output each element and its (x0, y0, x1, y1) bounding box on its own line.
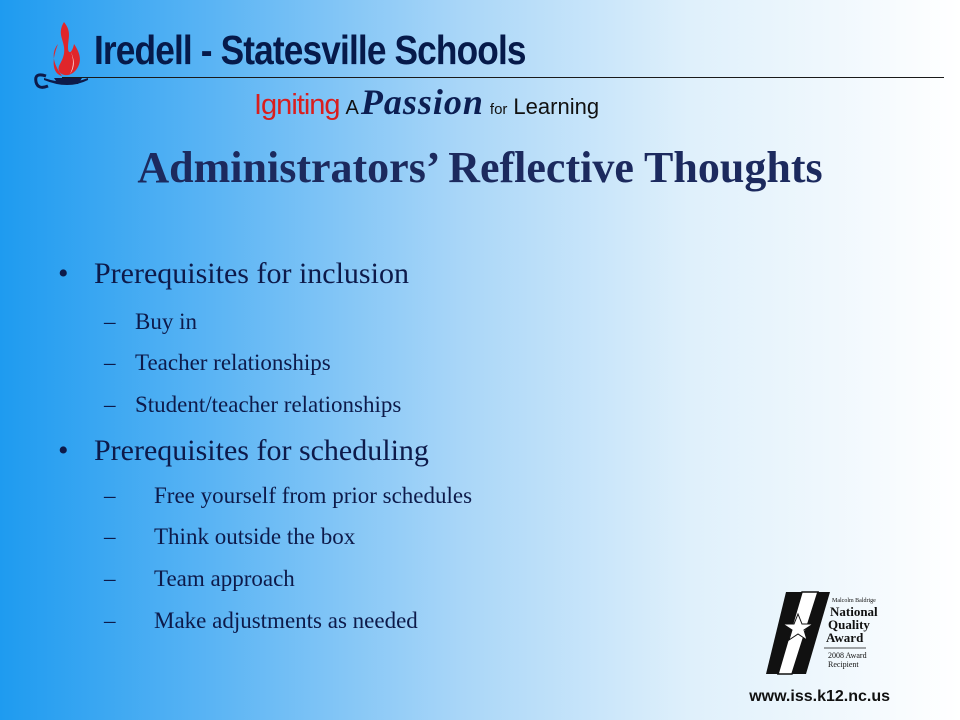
bullet-heading-label: Prerequisites for scheduling (94, 434, 429, 467)
bullet-dot: • (58, 434, 69, 467)
award-line-2: National (830, 604, 878, 619)
sub-bullet-dash: – (104, 524, 116, 549)
bullet-heading-scheduling (58, 436, 429, 466)
tagline-for: for (489, 101, 508, 118)
baldrige-award-logo-icon (766, 590, 884, 676)
sub-bullet-label: Team approach (154, 566, 295, 591)
flame-lamp-logo-icon (24, 20, 94, 92)
tagline-igniting: Igniting (254, 89, 340, 121)
award-line-3: Quality (828, 617, 870, 632)
sub-bullet-dash: – (104, 483, 116, 508)
sub-bullet-dash: – (104, 350, 116, 375)
brand-title: Iredell - Statesville Schools (94, 27, 526, 73)
sub-bullet-label: Free yourself from prior schedules (154, 483, 473, 508)
bullet-dot: • (58, 257, 69, 290)
sub-bullet-dash: – (104, 392, 116, 417)
sub-bullet-dash: – (104, 566, 116, 591)
sub-bullet-label: Teacher relationships (135, 350, 331, 375)
website-url[interactable]: www.iss.k12.nc.us (749, 688, 890, 705)
tagline-learning: Learning (513, 94, 600, 119)
bullet-heading-inclusion (58, 259, 409, 289)
sub-bullet-label: Think outside the box (154, 524, 356, 549)
tagline (254, 84, 599, 120)
award-line-5: 2008 Award (828, 651, 867, 660)
bullet-heading-label: Prerequisites for inclusion (94, 257, 409, 290)
sub-bullet-label: Student/teacher relationships (135, 392, 402, 417)
award-line-6: Recipient (828, 660, 859, 669)
tagline-passion: Passion (360, 82, 484, 122)
sub-bullet-label: Buy in (135, 309, 197, 334)
slide-title: Administrators’ Reflective Thoughts (137, 143, 823, 192)
header-divider (62, 77, 944, 78)
award-line-1: Malcolm Baldrige (832, 598, 876, 604)
award-line-4: Award (826, 630, 864, 645)
sub-bullet-dash: – (104, 309, 116, 334)
sub-bullet-dash: – (104, 608, 116, 633)
sub-bullet-label: Make adjustments as needed (154, 608, 418, 633)
tagline-a: A (345, 97, 359, 119)
